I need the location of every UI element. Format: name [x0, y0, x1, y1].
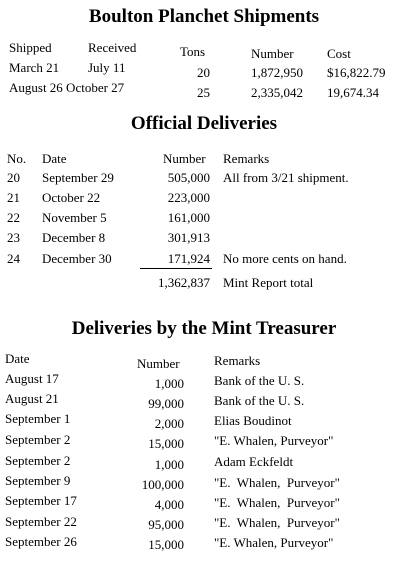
- official-row5-number: 171,924: [167, 251, 210, 266]
- treasurer-row3-date: September 1: [5, 411, 71, 426]
- shipments-title: Boulton Planchet Shipments: [88, 6, 320, 27]
- treasurer-row1-remarks: Bank of the U. S.: [214, 373, 305, 388]
- shipments-header-received: Received: [88, 40, 137, 55]
- shipments-row1-cost: $16,822.79: [327, 65, 386, 80]
- official-row1-no: 20: [7, 170, 20, 185]
- treasurer-row5-remarks: Adam Eckfeldt: [214, 454, 294, 469]
- shipments-row1-shipped: March 21: [9, 60, 60, 75]
- treasurer-row5-date: September 2: [5, 453, 71, 468]
- treasurer-row1-number: 1,000: [154, 376, 184, 391]
- shipments-row1-number: 1,872,950: [251, 65, 303, 80]
- official-row4-number: 301,913: [167, 230, 210, 245]
- shipments-row2-shipped-received: August 26 October 27: [9, 80, 125, 95]
- official-header-date: Date: [42, 151, 67, 166]
- official-row2-date: October 22: [42, 190, 101, 205]
- official-row4-no: 23: [7, 230, 20, 245]
- treasurer-title: Deliveries by the Mint Treasurer: [71, 318, 337, 339]
- treasurer-row8-number: 95,000: [148, 517, 184, 532]
- treasurer-row1-date: August 17: [5, 371, 59, 386]
- treasurer-row9-date: September 26: [5, 534, 77, 549]
- treasurer-row7-date: September 17: [5, 493, 77, 508]
- official-row5-remarks: No more cents on hand.: [223, 251, 347, 266]
- official-row5-date: December 30: [42, 251, 112, 266]
- treasurer-row7-number: 4,000: [154, 497, 184, 512]
- treasurer-row6-date: September 9: [5, 473, 71, 488]
- official-row3-date: November 5: [42, 210, 107, 225]
- treasurer-row6-number: 100,000: [141, 477, 184, 492]
- treasurer-row8-date: September 22: [5, 514, 77, 529]
- official-total-number: 1,362,837: [158, 275, 210, 290]
- shipments-header-number: Number: [251, 46, 294, 61]
- treasurer-row5-number: 1,000: [154, 457, 184, 472]
- treasurer-row4-number: 15,000: [148, 436, 184, 451]
- shipments-header-shipped: Shipped: [9, 40, 52, 55]
- shipments-header-tons: Tons: [180, 44, 206, 59]
- official-row3-number: 161,000: [167, 210, 210, 225]
- shipments-row2-number: 2,335,042: [251, 85, 303, 100]
- treasurer-row9-number: 15,000: [148, 537, 184, 552]
- official-row4-date: December 8: [42, 230, 106, 245]
- shipments-row1-received: July 11: [88, 60, 126, 75]
- treasurer-row6-remarks: "E. Whalen, Purveyor": [214, 475, 340, 490]
- treasurer-header-number: Number: [137, 356, 180, 371]
- treasurer-row3-remarks: Elias Boudinot: [214, 413, 292, 428]
- treasurer-row4-date: September 2: [5, 432, 71, 447]
- treasurer-row4-remarks: "E. Whalen, Purveyor": [214, 433, 334, 448]
- official-header-remarks: Remarks: [223, 151, 270, 166]
- treasurer-header-date: Date: [5, 351, 30, 366]
- shipments-row2-tons: 25: [197, 85, 210, 100]
- official-row5-no: 24: [7, 251, 20, 266]
- treasurer-row2-date: August 21: [5, 391, 59, 406]
- treasurer-row7-remarks: "E. Whalen, Purveyor": [214, 495, 340, 510]
- shipments-row2-cost: 19,674.34: [327, 85, 379, 100]
- official-row2-no: 21: [7, 190, 20, 205]
- treasurer-header-remarks: Remarks: [214, 353, 261, 368]
- official-row1-number: 505,000: [167, 170, 210, 185]
- treasurer-row9-remarks: "E. Whalen, Purveyor": [214, 535, 334, 550]
- official-total-remarks: Mint Report total: [223, 275, 314, 290]
- official-header-no: No.: [7, 151, 27, 166]
- official-row3-no: 22: [7, 210, 20, 225]
- treasurer-row2-number: 99,000: [148, 396, 184, 411]
- treasurer-row2-remarks: Bank of the U. S.: [214, 393, 305, 408]
- official-row2-number: 223,000: [167, 190, 210, 205]
- official-row1-remarks: All from 3/21 shipment.: [223, 170, 349, 185]
- official-row1-date: September 29: [42, 170, 114, 185]
- shipments-row1-tons: 20: [197, 65, 210, 80]
- official-title: Official Deliveries: [130, 113, 278, 134]
- official-header-number: Number: [163, 151, 206, 166]
- shipments-header-cost: Cost: [327, 46, 351, 61]
- treasurer-row8-remarks: "E. Whalen, Purveyor": [214, 515, 340, 530]
- treasurer-row3-number: 2,000: [154, 416, 184, 431]
- total-rule: [140, 268, 212, 269]
